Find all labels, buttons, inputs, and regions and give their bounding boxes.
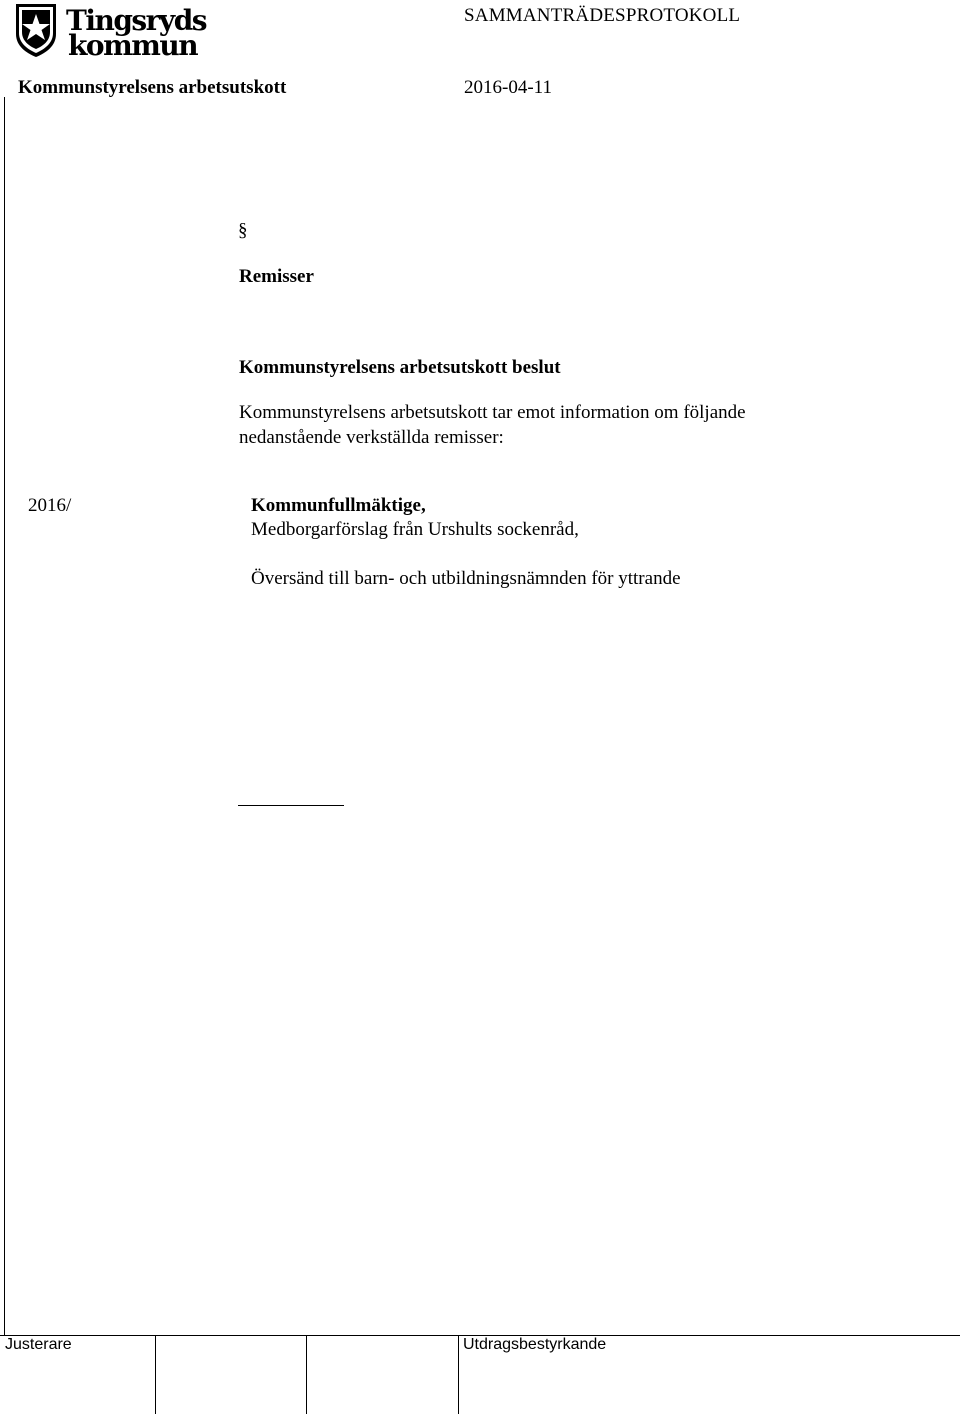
section-title: Remisser [239, 266, 314, 287]
decision-text-line: Kommunstyrelsens arbetsutskott tar emot information om följande [239, 402, 746, 423]
utdragsbestyrkande-label: Utdragsbestyrkande [463, 1336, 607, 1353]
document-type: SAMMANTRÄDESPROTOKOLL [464, 5, 741, 26]
meeting-date: 2016-04-11 [464, 77, 552, 98]
signature-box-divider [155, 1335, 156, 1414]
logo-wordmark-line1: Tingsryds [66, 4, 207, 37]
item-action: Översänd till barn- och utbildningsnämnden för yttrande [251, 568, 681, 589]
item-subject: Medborgarförslag från Urshults sockenråd, [251, 519, 579, 540]
left-margin-rule [4, 97, 5, 1335]
item-reference-number: 2016/ [28, 495, 72, 516]
logo-wordmark-line2: kommun [68, 29, 198, 58]
footnote-separator [238, 805, 344, 806]
paragraph-sign: § [238, 220, 248, 241]
committee-name: Kommunstyrelsens arbetsutskott [18, 77, 287, 98]
decision-text-line: nedanstående verkställda remisser: [239, 427, 504, 448]
signature-box-divider [458, 1335, 459, 1414]
justerare-label: Justerare [5, 1336, 72, 1353]
decision-text [239, 400, 839, 450]
municipal-crest-star-icon [14, 2, 210, 58]
signature-footer [0, 1335, 960, 1414]
decision-heading: Kommunstyrelsens arbetsutskott beslut [239, 357, 561, 378]
signature-box-divider [306, 1335, 307, 1414]
municipality-logo [14, 2, 210, 58]
item-organisation: Kommunfullmäktige, [251, 495, 426, 516]
